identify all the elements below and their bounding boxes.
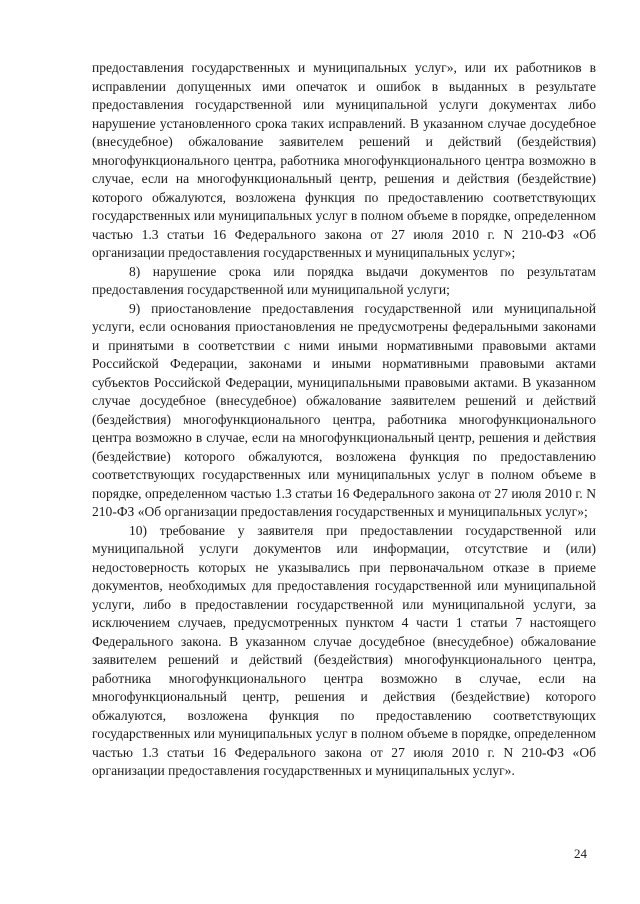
paragraph-item-9: 9) приостановление предоставления государственной или муниципальной услуги, если основания приостановления не предусмотрены федеральными законами и принятыми в соответствии с ними иными нормативными правовыми актами Российской Федерации, законами и иными нормативными правовыми актами субъектов Российской Федерации, муниципальными правовыми актами. В указанном случае досудебное (внесудебное) обжалование заявителем решений и действий (бездействия) многофункционального центра, работника многофункционального центра возможно в случае, если на многофункциональный центр, решения и действия (бездействие) которого обжалуются, возложена функция по предоставлению соответствующих государственных или муниципальных услуг в полном объеме в порядке, определенном частью 1.3 статьи 16 Федерального закона от 27 июля 2010 г. N 210-ФЗ «Об организации предоставления государственных и муниципальных услуг»; <box>92 300 596 519</box>
paragraph-item-10: 10) требование у заявителя при предоставлении государственной или муниципальной услуги документов или информации, отсутствие и (или) недостоверность которых не указывались при первоначальном отказе в приеме документов, необходимых для предоставления государственной или муниципальной услуги, либо в предоставлении государственной или муниципальной услуги, за исключением случаев, предусмотренных пунктом 4 части 1 статьи 7 настоящего Федерального закона. В указанном случае досудебное (внесудебное) обжалование заявителем решений и действий (бездействия) многофункционального центра, работника многофункционального центра возможно в случае, если на многофункциональный центр, решения и действия (бездействие) которого обжалуются, возложена функция по предоставлению соответствующих государственных или муниципальных услуг в полном объеме в порядке, определенном частью 1.3 статьи 16 Федерального закона от 27 июля 2010 г. N 210-ФЗ «Об организации предоставления государственных и муниципальных услуг». <box>92 522 596 778</box>
page-number: 24 <box>574 846 587 861</box>
paragraph-continuation: предоставления государственных и муниципальных услуг», или их работников в исправлении допущенных ими опечаток и ошибок в выданных в результате предоставления государственной или муниципальной услуги документах либо нарушение установленного срока таких исправлений. В указанном случае досудебное (внесудебное) обжалование заявителем решений и действий (бездействия) многофункционального центра, работника многофункционального центра возможно в случае, если на многофункциональный центр, решения и действия (бездействие) которого обжалуются, возложена функция по предоставлению соответствующих государственных или муниципальных услуг в полном объеме в порядке, определенном частью 1.3 статьи 16 Федерального закона от 27 июля 2010 г. N 210-ФЗ «Об организации предоставления государственных и муниципальных услуг»; <box>92 60 596 260</box>
document-body <box>92 59 596 781</box>
paragraph-item-8: 8) нарушение срока или порядка выдачи документов по результатам предоставления государственной или муниципальной услуги; <box>92 263 596 297</box>
